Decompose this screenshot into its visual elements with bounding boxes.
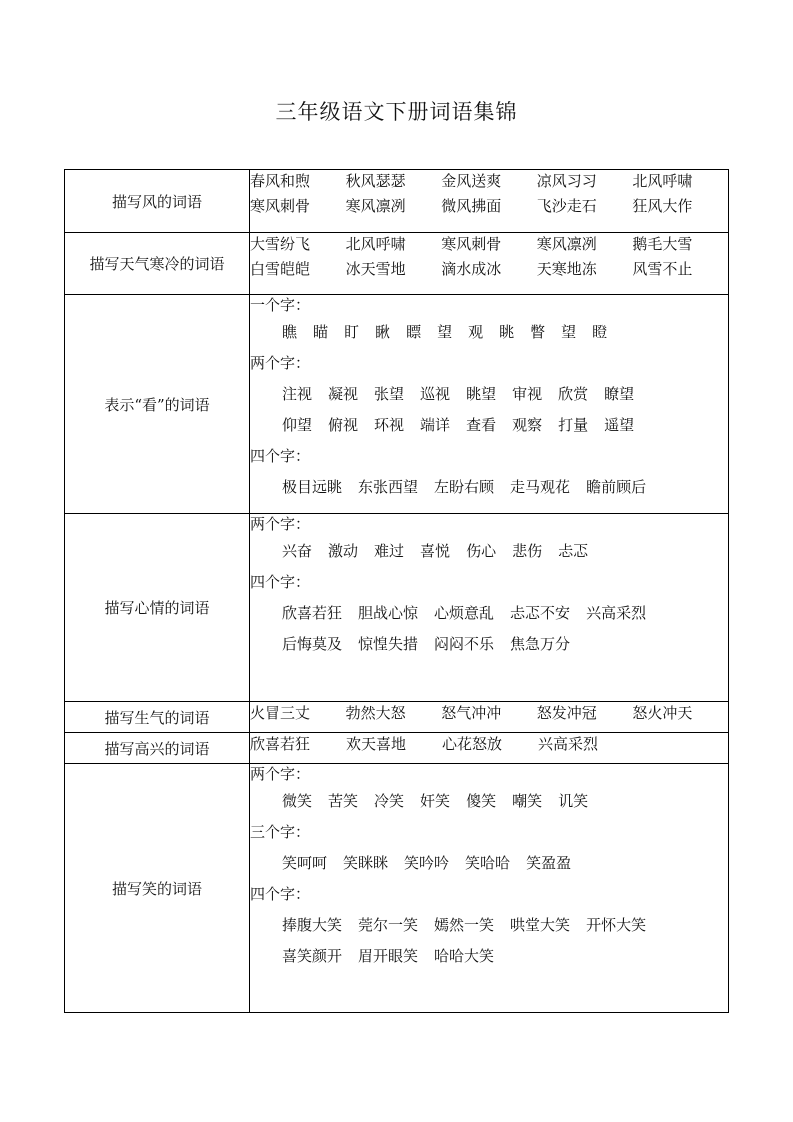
word: 春风和煦: [250, 172, 311, 190]
word-line: [250, 733, 728, 753]
word: 苦笑: [328, 792, 359, 810]
word: 寒风刺骨: [441, 235, 502, 253]
word: 大雪纷飞: [250, 235, 311, 253]
word: 眉开眼笑: [358, 947, 419, 965]
word: 难过: [374, 542, 405, 560]
table-row: [65, 514, 729, 702]
word: 凝视: [328, 385, 359, 403]
category-cell: 描写心情的词语: [65, 514, 250, 702]
word: 观察: [512, 416, 543, 434]
vocabulary-table: [64, 169, 729, 1013]
word-line: [250, 702, 728, 722]
word: 喜笑颜开: [282, 947, 343, 965]
word: 哄堂大笑: [510, 916, 571, 934]
word: 怒气冲冲: [441, 704, 502, 722]
words-cell: [250, 702, 729, 733]
category-cell: 描写生气的词语: [65, 702, 250, 733]
table-row: [65, 295, 729, 514]
table-row: [65, 233, 729, 295]
word: 环视: [374, 416, 405, 434]
table-row: [65, 702, 729, 733]
category-cell: 表示“看”的词语: [65, 295, 250, 514]
word: 嘲笑: [512, 792, 543, 810]
word: 冰天雪地: [345, 260, 406, 278]
word: 瞧: [282, 323, 298, 341]
word: 火冒三丈: [250, 704, 311, 722]
word-line: [250, 472, 728, 503]
word: 瞟: [406, 323, 422, 341]
word-line: [250, 170, 728, 190]
word: 瞪: [592, 323, 608, 341]
word: 瞭望: [604, 385, 635, 403]
word: 激动: [328, 542, 359, 560]
category-cell: 描写天气寒冷的词语: [65, 233, 250, 295]
group-label: 四个字：: [250, 447, 311, 465]
word: 勃然大怒: [345, 704, 406, 722]
category-cell: 描写高兴的词语: [65, 733, 250, 764]
word: 仰望: [282, 416, 313, 434]
words-cell: [250, 170, 729, 233]
word: 焦急万分: [510, 635, 571, 653]
word: 俯视: [328, 416, 359, 434]
word: 鹅毛大雪: [632, 235, 693, 253]
word: 眺望: [466, 385, 497, 403]
word: 观: [468, 323, 484, 341]
table-row: [65, 170, 729, 233]
group-label: 四个字：: [250, 885, 311, 903]
word: 傻笑: [466, 792, 497, 810]
words-cell: [250, 295, 729, 514]
word-line: [250, 379, 728, 410]
word: 凉风习习: [536, 172, 597, 190]
word-line: [250, 536, 728, 567]
word: 怒发冲冠: [536, 704, 597, 722]
word: 东张西望: [358, 478, 419, 496]
word: 笑呵呵: [282, 854, 328, 872]
page-title: 三年级语文下册词语集锦: [275, 100, 518, 124]
word: 狂风大作: [632, 197, 693, 215]
word-line: [250, 317, 728, 348]
word: 奸笑: [420, 792, 451, 810]
word: 极目远眺: [282, 478, 343, 496]
word: 巡视: [420, 385, 451, 403]
word: 心烦意乱: [434, 604, 495, 622]
word: 欣喜若狂: [250, 735, 311, 753]
word: 微风拂面: [441, 197, 502, 215]
word: 瞥: [530, 323, 546, 341]
category-cell: 描写笑的词语: [65, 764, 250, 1013]
group-label: 三个字：: [250, 823, 311, 841]
word: 笑眯眯: [343, 854, 389, 872]
word-line: [250, 190, 728, 221]
word: 张望: [374, 385, 405, 403]
words-cell: [250, 733, 729, 764]
word: 闷闷不乐: [434, 635, 495, 653]
word-line: [250, 910, 728, 941]
word-line: [250, 848, 728, 879]
word: 北风呼啸: [632, 172, 693, 190]
word: 哈哈大笑: [434, 947, 495, 965]
word: 后悔莫及: [282, 635, 343, 653]
word: 忐忑: [558, 542, 589, 560]
word: 瞅: [375, 323, 391, 341]
word: 心花怒放: [442, 735, 503, 753]
word: 打量: [558, 416, 589, 434]
words-cell: [250, 233, 729, 295]
word: 寒风凛冽: [345, 197, 406, 215]
word: 左盼右顾: [434, 478, 495, 496]
table-row: [65, 764, 729, 1013]
word-line: [250, 233, 728, 253]
word-line: [250, 253, 728, 284]
word: 遥望: [604, 416, 635, 434]
word: 盯: [344, 323, 360, 341]
word: 金风送爽: [441, 172, 502, 190]
word: 走马观花: [510, 478, 571, 496]
word: 审视: [512, 385, 543, 403]
word: 兴高采烈: [538, 735, 599, 753]
word: 滴水成冰: [441, 260, 502, 278]
word: 白雪皑皑: [250, 260, 311, 278]
group-label: 两个字：: [250, 765, 311, 783]
word-line: [250, 598, 728, 629]
word: 端详: [420, 416, 451, 434]
word: 开怀大笑: [586, 916, 647, 934]
word: 忐忑不安: [510, 604, 571, 622]
category-cell: 描写风的词语: [65, 170, 250, 233]
word: 飞沙走石: [536, 197, 597, 215]
word: 瞄: [313, 323, 329, 341]
word: 兴高采烈: [586, 604, 647, 622]
word-line: [250, 629, 728, 660]
word-line: [250, 941, 728, 972]
word: 捧腹大笑: [282, 916, 343, 934]
word: 悲伤: [512, 542, 543, 560]
word: 笑哈哈: [465, 854, 511, 872]
word: 惊惶失措: [358, 635, 419, 653]
word: 望: [437, 323, 453, 341]
word: 冷笑: [374, 792, 405, 810]
word: 微笑: [282, 792, 313, 810]
word: 喜悦: [420, 542, 451, 560]
word: 兴奋: [282, 542, 313, 560]
word: 查看: [466, 416, 497, 434]
group-label: 两个字：: [250, 515, 311, 533]
word: 讥笑: [558, 792, 589, 810]
table-row: [65, 733, 729, 764]
word: 北风呼啸: [345, 235, 406, 253]
word-line: [250, 410, 728, 441]
words-cell: [250, 764, 729, 1013]
word: 笑吟吟: [404, 854, 450, 872]
word: 眺: [499, 323, 515, 341]
word-line: [250, 786, 728, 817]
word: 秋风瑟瑟: [345, 172, 406, 190]
word: 望: [561, 323, 577, 341]
word: 风雪不止: [632, 260, 693, 278]
word: 寒风凛冽: [536, 235, 597, 253]
word: 欢天喜地: [346, 735, 407, 753]
word: 欣喜若狂: [282, 604, 343, 622]
word: 注视: [282, 385, 313, 403]
word: 瞻前顾后: [586, 478, 647, 496]
word: 伤心: [466, 542, 497, 560]
group-label: 一个字：: [250, 296, 311, 314]
word: 寒风刺骨: [250, 197, 311, 215]
word: 笑盈盈: [526, 854, 572, 872]
words-cell: [250, 514, 729, 702]
word: 欣赏: [558, 385, 589, 403]
word: 嫣然一笑: [434, 916, 495, 934]
group-label: 两个字：: [250, 354, 311, 372]
group-label: 四个字：: [250, 573, 311, 591]
word: 莞尔一笑: [358, 916, 419, 934]
word: 天寒地冻: [536, 260, 597, 278]
word: 怒火冲天: [632, 704, 693, 722]
word: 胆战心惊: [358, 604, 419, 622]
